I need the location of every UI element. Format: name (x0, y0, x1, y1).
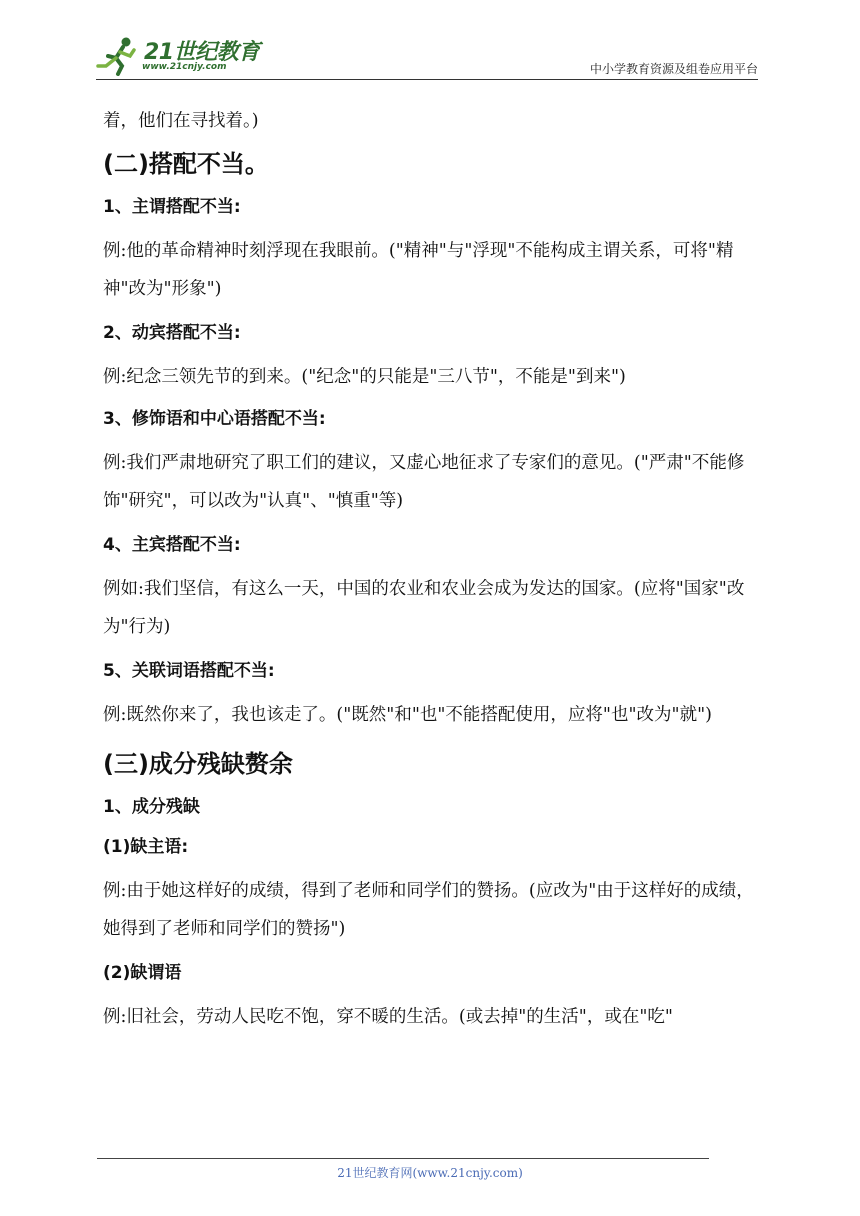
site-logo (96, 34, 266, 78)
subheading-subject-object: 4、主宾搭配不当: (103, 535, 241, 555)
subheading-subject-predicate: 1、主谓搭配不当: (103, 197, 241, 217)
example-paragraph: 例:由于她这样好的成绩，得到了老师和同学们的赞扬。(应改为"由于这样好的成绩，她得到了老师和同学们的赞扬") (103, 881, 754, 939)
page-header (96, 34, 758, 80)
section-heading-3: (三)成分残缺赘余 (103, 750, 293, 778)
logo-text: 21世纪教育 (144, 40, 260, 65)
document-body (103, 102, 763, 1044)
subheading-conjunction: 5、关联词语搭配不当: (103, 661, 275, 681)
subheading-verb-object: 2、动宾搭配不当: (103, 323, 241, 343)
footer-divider (97, 1158, 709, 1159)
subheading-modifier: 3、修饰语和中心语搭配不当: (103, 409, 326, 429)
runner-icon (96, 36, 142, 76)
page-footer: 21世纪教育网(www.21cnjy.com) (337, 1166, 523, 1180)
example-paragraph: 例如:我们坚信，有这么一天，中国的农业和农业会成为发达的国家。(应将"国家"改为"行为) (103, 579, 745, 637)
section-heading-2: (二)搭配不当。 (103, 150, 269, 178)
example-paragraph: 例:纪念三领先节的到来。("纪念"的只能是"三八节"，不能是"到来") (103, 367, 626, 387)
example-paragraph: 例:旧社会，劳动人民吃不饱，穿不暖的生活。(或去掉"的生活"，或在"吃" (103, 1007, 673, 1027)
subheading-missing-subject: (1)缺主语: (103, 837, 189, 857)
platform-name: 中小学教育资源及组卷应用平台 (589, 62, 758, 76)
example-paragraph: 例:既然你来了，我也该走了。("既然"和"也"不能搭配使用，应将"也"改为"就") (103, 705, 712, 725)
subheading-missing-predicate: (2)缺谓语 (103, 963, 182, 983)
example-paragraph: 例:他的革命精神时刻浮现在我眼前。("精神"与"浮现"不能构成主谓关系，可将"精神"改为"形象") (103, 241, 734, 299)
header-divider (96, 79, 758, 80)
paragraph-continuation: 着，他们在寻找着。) (103, 111, 259, 131)
subheading-missing-components: 1、成分残缺 (103, 797, 200, 817)
example-paragraph: 例:我们严肃地研究了职工们的建议，又虚心地征求了专家们的意见。("严肃"不能修饰"研究"，可以改为"认真"、"慎重"等) (103, 453, 745, 511)
logo-url: www.21cnjy.com (142, 62, 227, 72)
